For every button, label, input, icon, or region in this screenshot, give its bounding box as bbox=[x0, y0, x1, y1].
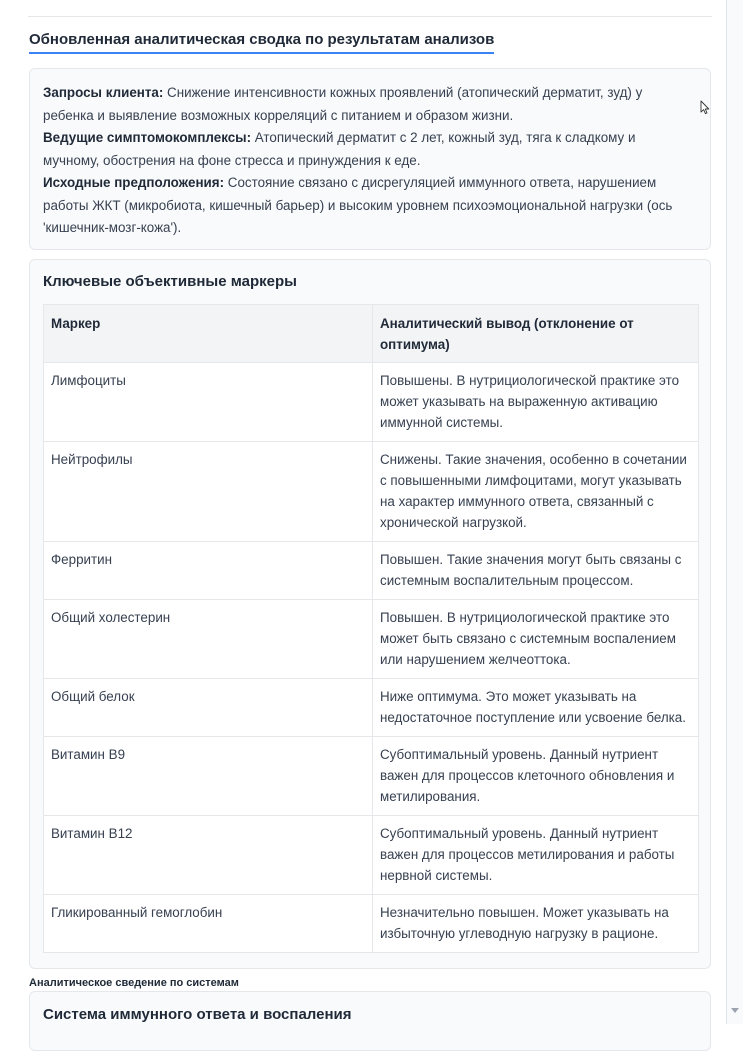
column-header-conclusion: Аналитический вывод (отклонение от оптимума) bbox=[373, 305, 699, 363]
summary-text bbox=[43, 82, 683, 240]
vertical-scrollbar[interactable] bbox=[726, 0, 743, 1024]
marker-name: Витамин B9 bbox=[44, 737, 373, 816]
summary-label: Ведущие симптомокомплексы: bbox=[43, 130, 252, 145]
table-row bbox=[44, 737, 699, 816]
summary-label: Запросы клиента: bbox=[43, 85, 164, 100]
marker-conclusion: Субоптимальный уровень. Данный нутриент важен для процессов метилирования и работы нервной системы. bbox=[373, 816, 699, 895]
table-header-row bbox=[44, 305, 699, 363]
marker-name: Ферритин bbox=[44, 542, 373, 600]
table-row bbox=[44, 442, 699, 542]
summary-card bbox=[29, 68, 711, 250]
scroll-down-arrow-icon[interactable] bbox=[731, 1008, 739, 1013]
marker-name: Гликированный гемоглобин bbox=[44, 895, 373, 953]
marker-conclusion: Незначительно повышен. Может указывать на избыточную углеводную нагрузку в рационе. bbox=[373, 895, 699, 953]
divider bbox=[28, 16, 712, 17]
summary-initial-assumptions bbox=[43, 172, 683, 240]
summary-label: Исходные предположения: bbox=[43, 175, 225, 190]
marker-name: Общий холестерин bbox=[44, 600, 373, 679]
marker-conclusion: Снижены. Такие значения, особенно в сочетании с повышенными лимфоцитами, могут указывать на характер иммунного ответа, связанный с хронической нагрузкой. bbox=[373, 442, 699, 542]
markers-title: Ключевые объективные маркеры bbox=[43, 273, 297, 290]
marker-name: Нейтрофилы bbox=[44, 442, 373, 542]
markers-table bbox=[43, 304, 699, 953]
column-header-marker: Маркер bbox=[44, 305, 373, 363]
markers-card bbox=[29, 259, 711, 969]
system-card-immune bbox=[29, 991, 711, 1051]
table-row bbox=[44, 542, 699, 600]
marker-conclusion: Субоптимальный уровень. Данный нутриент важен для процессов клеточного обновления и метилирования. bbox=[373, 737, 699, 816]
table-row bbox=[44, 816, 699, 895]
marker-conclusion: Ниже оптимума. Это может указывать на недостаточное поступление или усвоение белка. bbox=[373, 679, 699, 737]
mouse-cursor-icon bbox=[700, 100, 710, 115]
marker-name: Общий белок bbox=[44, 679, 373, 737]
table-row bbox=[44, 679, 699, 737]
systems-label: Аналитическое сведение по системам bbox=[29, 977, 239, 989]
marker-name: Лимфоциты bbox=[44, 363, 373, 442]
summary-value: Атопический дерматит с 2 лет, кожный зуд, тяга к сладкому и мучному, обострения на фоне стресса и принуждения к еде. bbox=[43, 130, 636, 168]
summary-symptom-complexes bbox=[43, 127, 683, 172]
table-row bbox=[44, 363, 699, 442]
marker-conclusion: Повышены. В нутрициологической практике это может указывать на выраженную активацию иммунной системы. bbox=[373, 363, 699, 442]
marker-conclusion: Повышен. Такие значения могут быть связаны с системным воспалительным процессом. bbox=[373, 542, 699, 600]
table-row bbox=[44, 600, 699, 679]
summary-client-requests bbox=[43, 82, 683, 127]
summary-value: Состояние связано с дисрегуляцией иммунного ответа, нарушением работы ЖКТ (микробиота, кишечный барьер) и высоким уровнем психоэмоциональной нагрузки (ось 'кишечник-мозг-кожа'). bbox=[43, 175, 673, 235]
marker-name: Витамин B12 bbox=[44, 816, 373, 895]
summary-value: Снижение интенсивности кожных проявлений (атопический дерматит, зуд) у ребенка и выявление возможных корреляций с питанием и образом жизни. bbox=[43, 85, 643, 123]
table-row bbox=[44, 895, 699, 953]
marker-conclusion: Повышен. В нутрициологической практике это может быть связано с системным воспалением или нарушением желчеоттока. bbox=[373, 600, 699, 679]
section-title: Обновленная аналитическая сводка по результатам анализов bbox=[29, 31, 494, 54]
system-title: Система иммунного ответа и воспаления bbox=[43, 1006, 352, 1023]
